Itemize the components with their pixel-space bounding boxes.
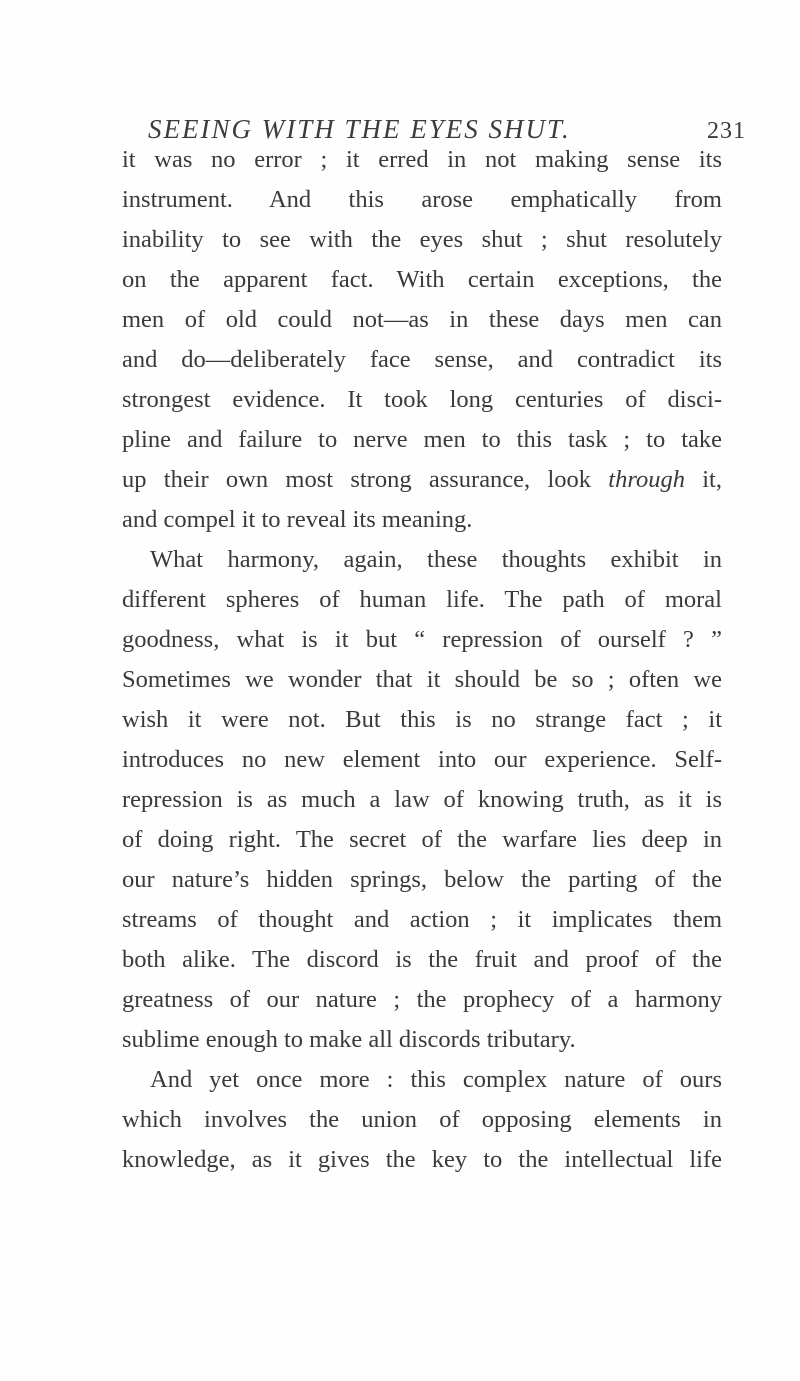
text-line: sublime enough to make all discords tributary. xyxy=(122,1026,576,1053)
text-line xyxy=(122,460,722,500)
text-line: knowledge, as it gives the key to the intellectual life xyxy=(122,1146,722,1173)
italic-word: through xyxy=(608,466,685,493)
text-line: goodness, what is it but “ repression of ourself ? ” xyxy=(122,626,722,653)
text-line: and compel it to reveal its meaning. xyxy=(122,506,473,533)
text-line: it was no error ; it erred in not making sense its xyxy=(122,146,722,173)
text-line: men of old could not—as in these days men can xyxy=(122,306,722,333)
text-line: introduces no new element into our experience. Self- xyxy=(122,746,722,773)
running-title: SEEING WITH THE EYES SHUT. xyxy=(148,114,571,144)
text-line: of doing right. The secret of the warfare lies deep in xyxy=(122,826,722,853)
text-line: streams of thought and action ; it implicates them xyxy=(122,906,722,933)
text-line: our nature’s hidden springs, below the parting of the xyxy=(122,866,722,893)
text-line: inability to see with the eyes shut ; shut resolutely xyxy=(122,226,722,253)
text-line: instrument. And this arose emphatically from xyxy=(122,186,722,213)
text-line: both alike. The discord is the fruit and proof of the xyxy=(122,946,722,973)
text-line: What harmony, again, these thoughts exhibit in xyxy=(150,546,722,573)
text-line: strongest evidence. It took long centuries of disci- xyxy=(122,386,722,413)
text-line: greatness of our nature ; the prophecy of a harmony xyxy=(122,986,722,1013)
text-line: different spheres of human life. The path of moral xyxy=(122,586,722,613)
text-line: Sometimes we wonder that it should be so ; often we xyxy=(122,666,722,693)
text-run: it, xyxy=(684,466,722,493)
page-number: 231 xyxy=(707,118,746,144)
text-run: up their own most strong assurance, look xyxy=(122,466,609,493)
text-line: which involves the union of opposing elements in xyxy=(122,1106,722,1133)
text-line: And yet once more : this complex nature of ours xyxy=(150,1066,722,1093)
text-line: wish it were not. But this is no strange fact ; it xyxy=(122,706,722,733)
text-line: repression is as much a law of knowing truth, as it is xyxy=(122,786,722,813)
text-line: and do—deliberately face sense, and contradict its xyxy=(122,346,722,373)
text-line: on the apparent fact. With certain exceptions, the xyxy=(122,266,722,293)
text-line: pline and failure to nerve men to this task ; to take xyxy=(122,426,722,453)
